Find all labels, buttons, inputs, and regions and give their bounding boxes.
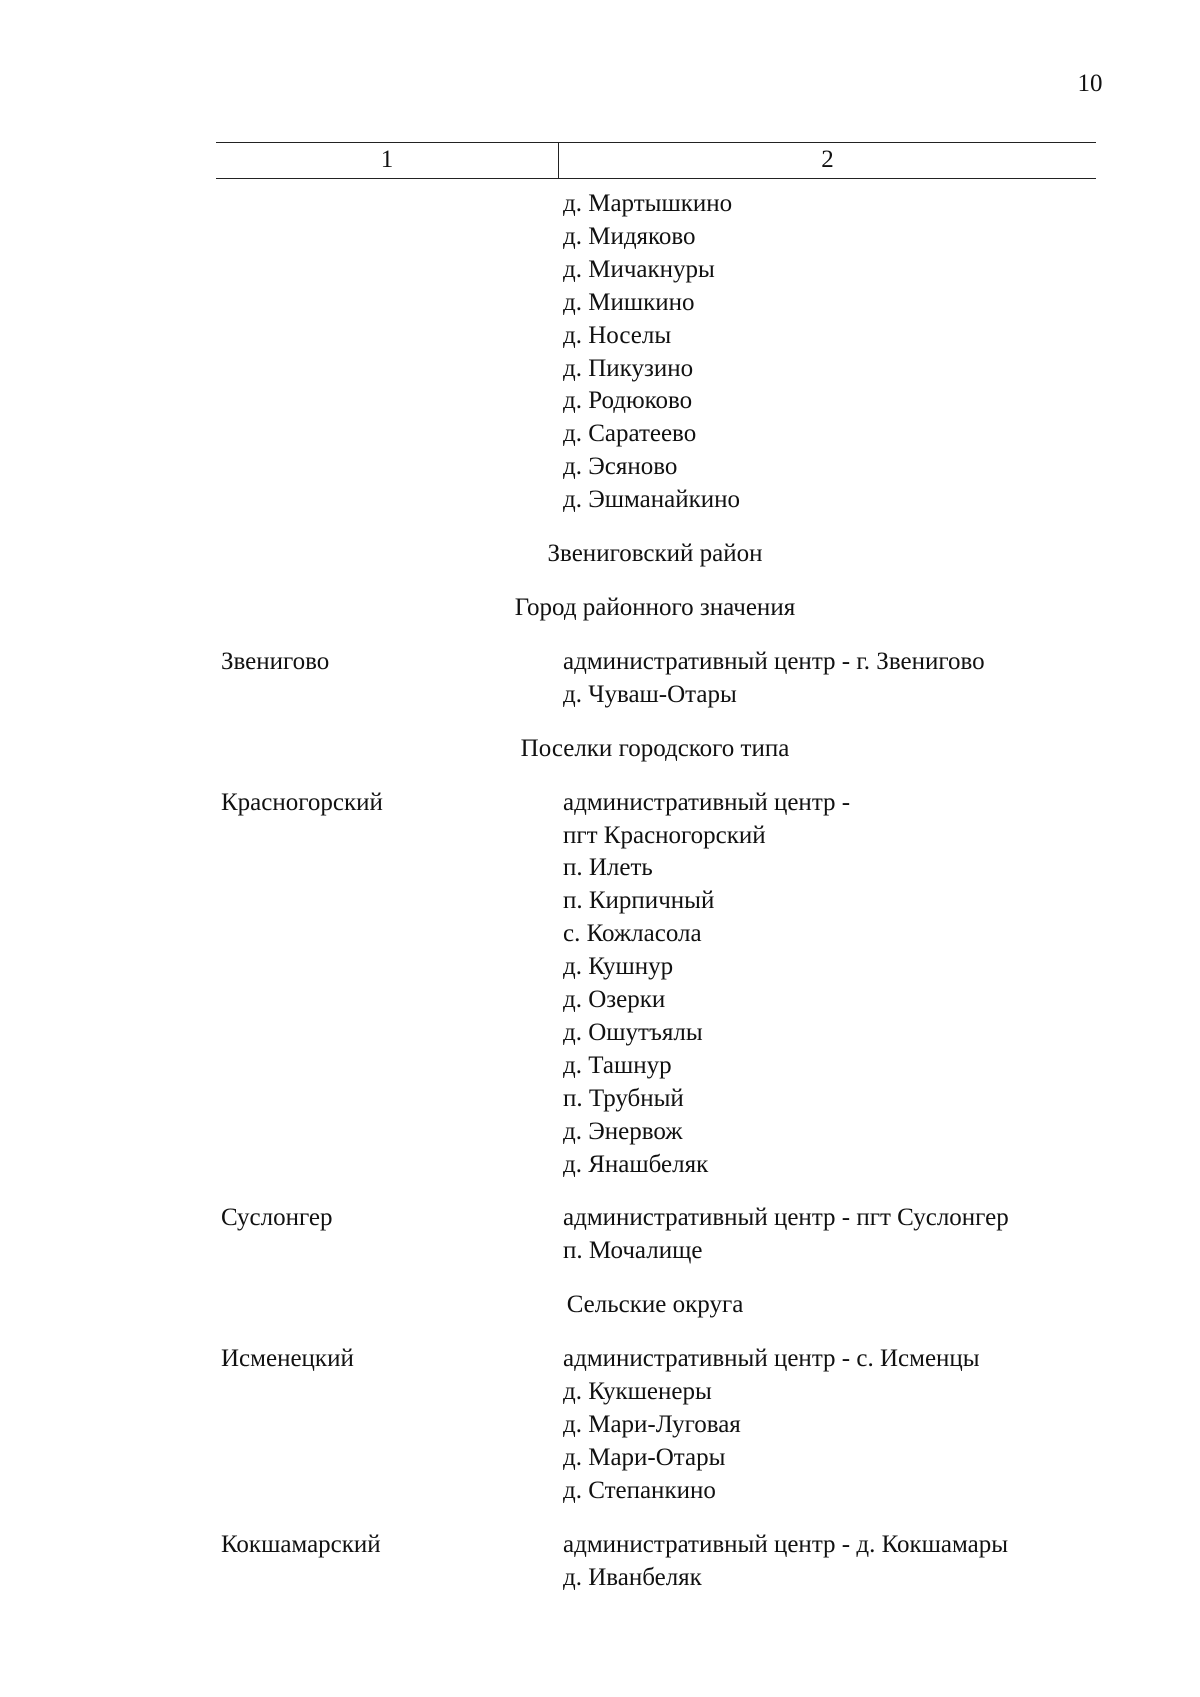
list-item: д. Ошутъялы [563, 1018, 703, 1046]
list-item: д. Кукшенеры [563, 1378, 712, 1406]
list-item: д. Чуваш-Отары [563, 680, 737, 708]
list-item: д. Мичакнуры [563, 255, 715, 283]
entry-kokshamarsky [0, 1529, 1200, 1595]
list-item: п. Мочалище [563, 1237, 703, 1265]
section-heading-pgt: Поселки городского типа [520, 734, 790, 762]
list-item: п. Кирпичный [563, 887, 715, 915]
entry-name: Красногорский [221, 788, 383, 816]
list-item: д. Носелы [563, 321, 672, 349]
list-item: д. Эсяново [563, 453, 678, 481]
list-item: административный центр - д. Кокшамары [563, 1530, 1009, 1558]
list-item: д. Эшманайкино [563, 486, 740, 514]
list-item: административный центр - пгт Суслонгер [563, 1204, 1009, 1232]
list-item: д. Мари-Луговая [563, 1411, 741, 1438]
column-2-header: 2 [821, 146, 834, 173]
list-item: д. Озерки [563, 986, 666, 1014]
list-item: административный центр - [563, 788, 851, 816]
entry-name: Суслонгер [221, 1204, 333, 1232]
list-item: д. Мари-Отары [563, 1443, 726, 1471]
list-item: д. Энервож [563, 1117, 683, 1145]
district-title: Звениговский район [547, 540, 763, 568]
list-item: пгт Красногорский [563, 821, 766, 849]
column-1-header: 1 [216, 143, 559, 178]
table-header [216, 142, 1096, 179]
list-item: д. Степанкино [563, 1476, 716, 1504]
continuation-block [0, 188, 1200, 517]
list-item: д. Мидяково [563, 222, 696, 250]
list-item: п. Трубный [563, 1084, 684, 1112]
list-item: д. Иванбеляк [563, 1563, 702, 1591]
list-item: д. Пикузино [563, 354, 694, 382]
list-item: административный центр - с. Исменцы [563, 1345, 980, 1373]
list-item: д. Ташнур [563, 1051, 672, 1079]
entry-name: Исменецкий [221, 1345, 354, 1373]
list-item: д. Кушнур [563, 953, 674, 981]
list-item: административный центр - г. Звенигово [563, 647, 985, 675]
list-item: д. Мишкино [563, 288, 695, 316]
entry-name: Звенигово [221, 647, 330, 675]
list-item: с. Кожласола [563, 920, 702, 948]
page-number: 10 [1077, 70, 1103, 97]
list-item: п. Илеть [563, 854, 653, 882]
settlement-list [0, 188, 1200, 1595]
section-heading-rural: Сельские округа [566, 1291, 744, 1319]
list-item: д. Янашбеляк [563, 1150, 709, 1178]
list-item: д. Мартышкино [563, 190, 733, 217]
entry-zvenigovo [0, 646, 1200, 712]
entry-krasnogorsky [0, 787, 1200, 1182]
list-item: д. Саратеево [563, 420, 697, 448]
entry-ismenetsky [0, 1343, 1200, 1508]
entry-name: Кокшамарский [221, 1530, 381, 1558]
list-item: д. Родюково [563, 387, 693, 415]
section-heading-city: Город районного значения [514, 593, 796, 621]
entry-suslonger [0, 1202, 1200, 1268]
